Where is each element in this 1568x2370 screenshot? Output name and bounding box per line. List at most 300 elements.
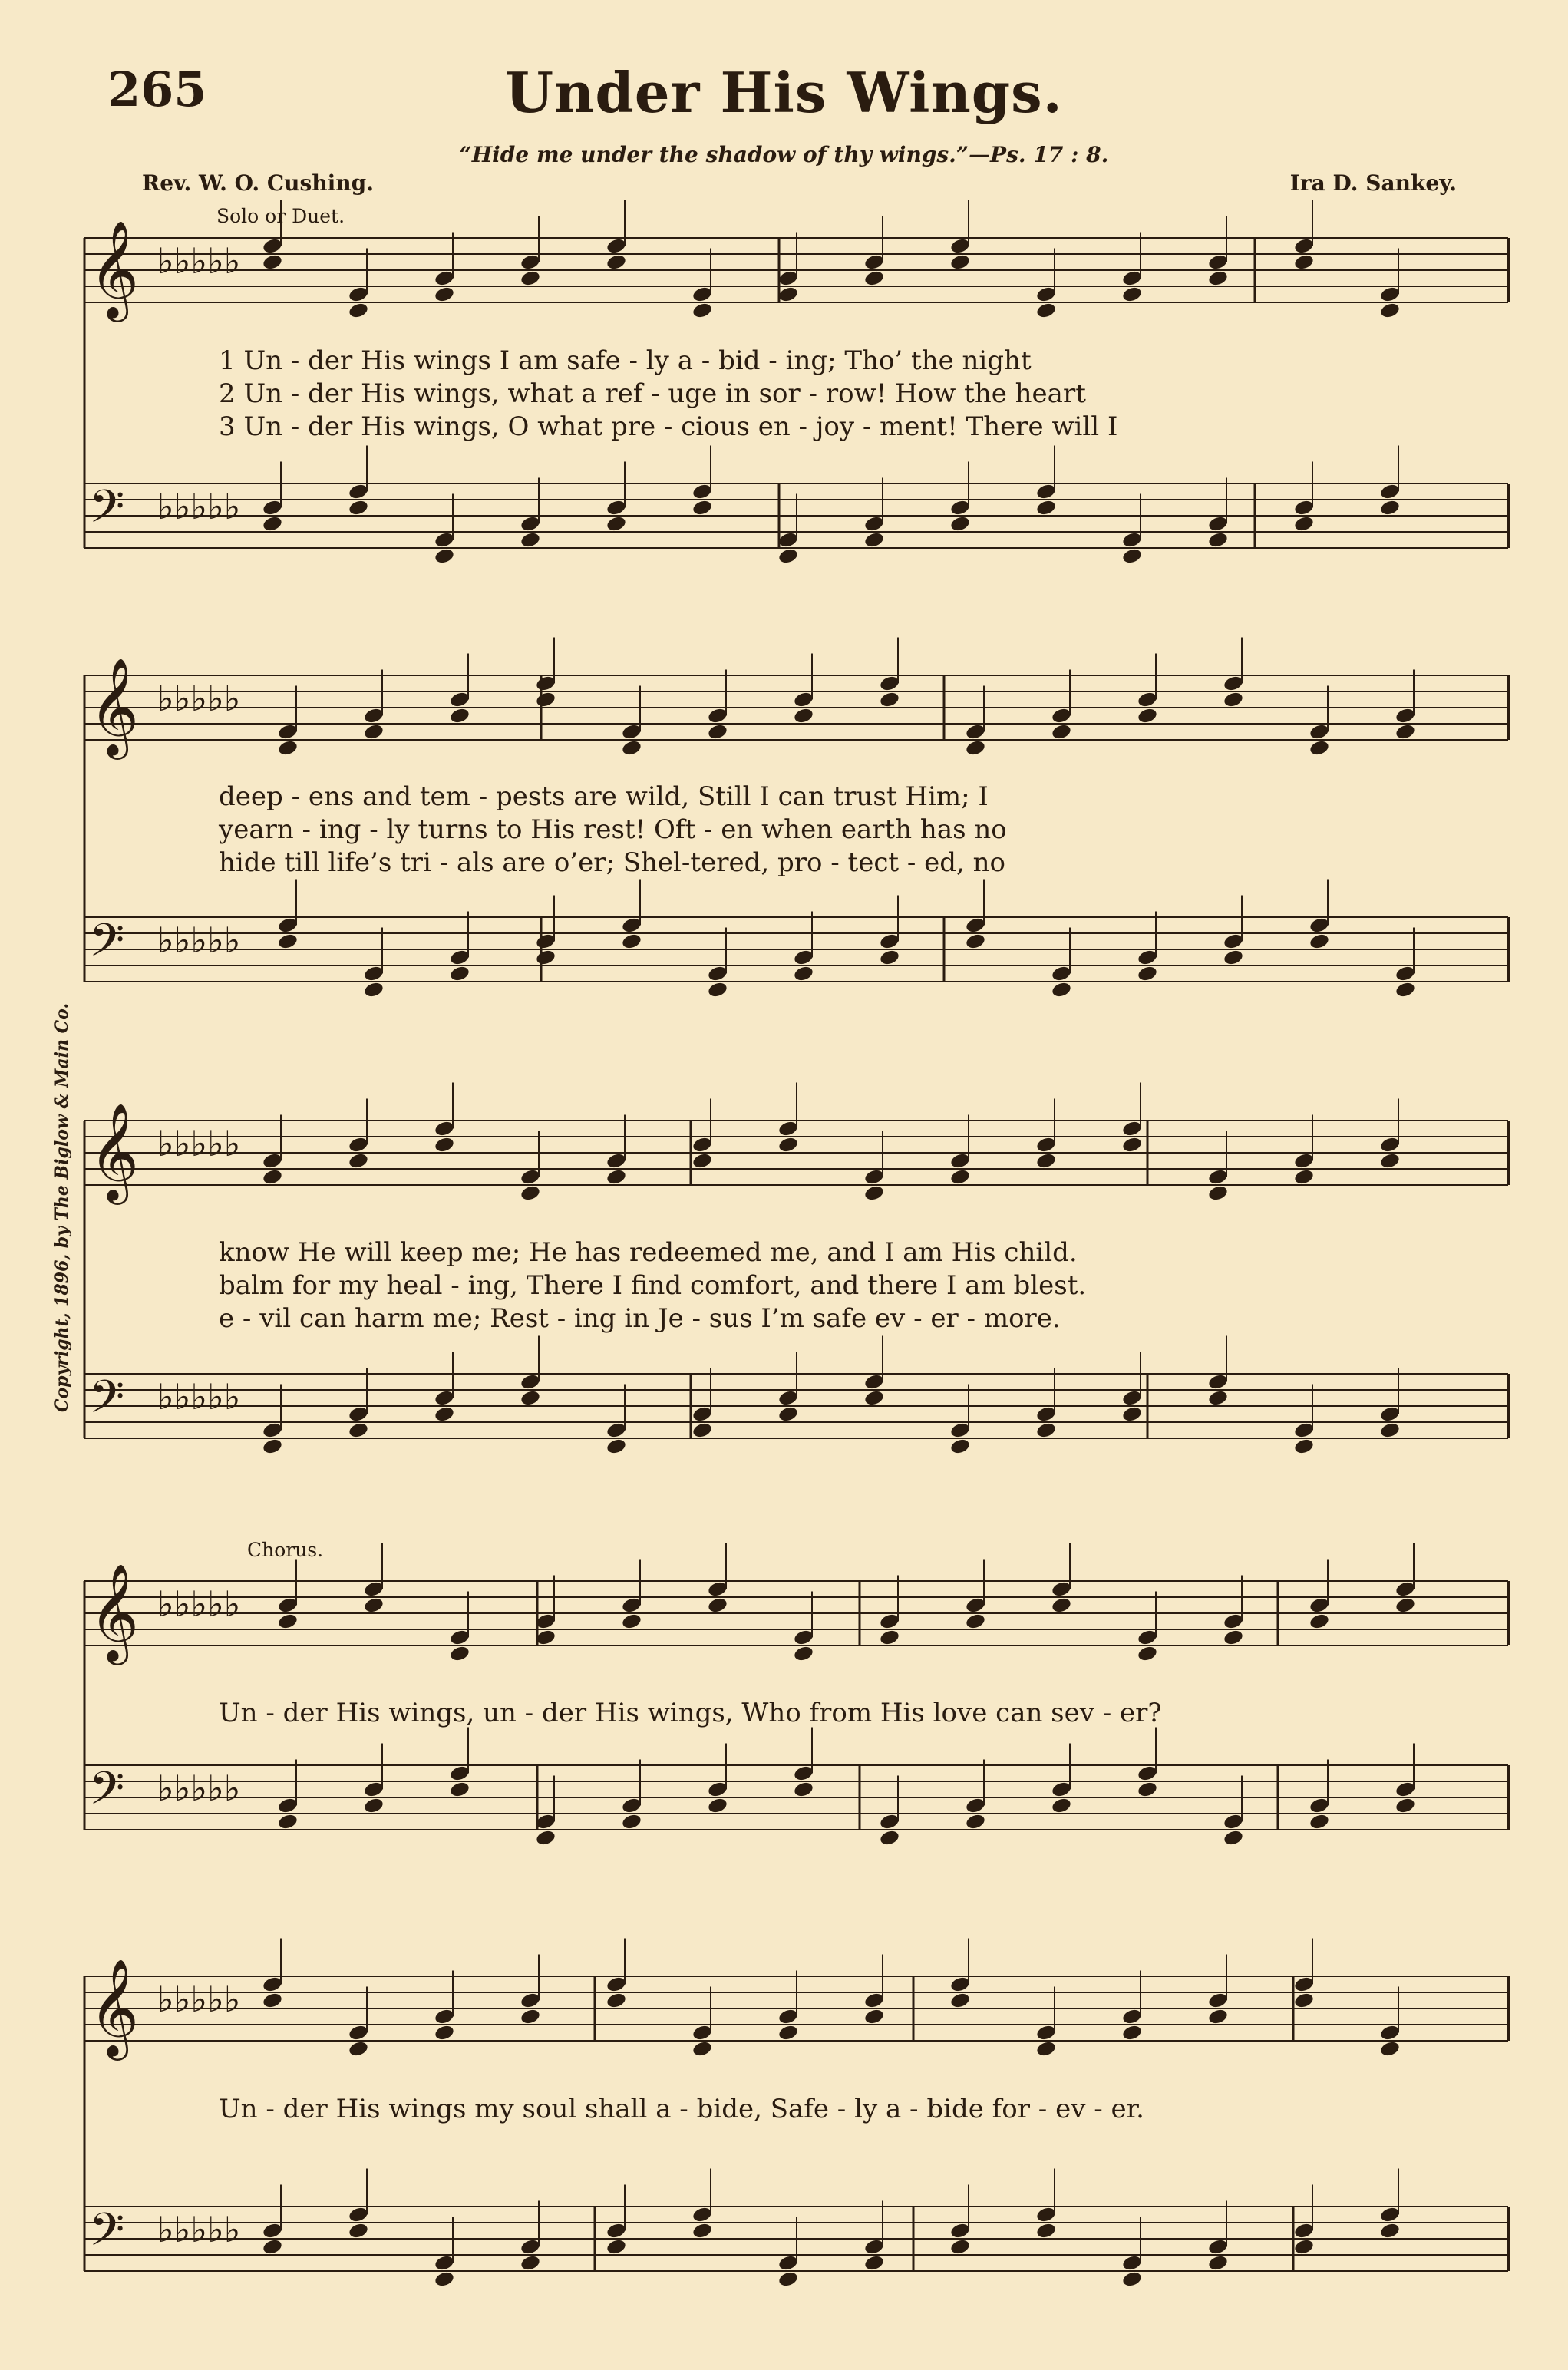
note-head <box>1121 2270 1143 2288</box>
note-head <box>707 1797 728 1814</box>
note-head <box>434 2024 455 2042</box>
note-head <box>1309 723 1330 741</box>
note-head <box>1309 1813 1330 1830</box>
note-head <box>535 949 556 966</box>
note-head <box>1309 1797 1330 1814</box>
note-head <box>348 1405 369 1423</box>
note-head <box>879 949 900 966</box>
copyright-notice: Copyright, 1896, by The Biglow & Main Co. <box>52 1002 72 1412</box>
note-head <box>1137 1645 1158 1662</box>
note-head <box>434 2270 455 2288</box>
note-head <box>277 932 299 950</box>
note-head <box>1293 1168 1315 1186</box>
note-head <box>965 1797 986 1814</box>
note-head <box>1035 1136 1057 1154</box>
note-head <box>1121 1389 1143 1407</box>
note-head <box>606 499 627 517</box>
note-head <box>1379 1152 1401 1170</box>
note-head <box>1379 286 1401 303</box>
note-head <box>879 932 900 950</box>
note-head <box>879 1629 900 1646</box>
note-head <box>434 2254 455 2272</box>
note-head <box>348 1421 369 1439</box>
note-head <box>1121 286 1143 303</box>
note-head <box>879 1612 900 1630</box>
note-head <box>1395 981 1416 999</box>
note-head <box>707 723 728 741</box>
note-head <box>1293 2238 1315 2256</box>
scripture-epigraph: “Hide me under the shadow of thy wings.”—Ps. 17 : 8. <box>459 142 1109 167</box>
note-head <box>1121 269 1143 287</box>
note-head <box>1207 253 1229 271</box>
note-head <box>434 1405 455 1423</box>
note-head <box>1395 1580 1416 1598</box>
note-head <box>606 253 627 271</box>
note-head <box>535 1829 556 1847</box>
note-head <box>277 1813 299 1830</box>
note-head <box>262 1421 283 1439</box>
note-head <box>520 531 541 549</box>
note-head <box>535 691 556 708</box>
note-head <box>949 1992 971 2009</box>
note-head <box>1379 302 1401 319</box>
note-head <box>949 253 971 271</box>
note-head <box>277 739 299 757</box>
note-head <box>1395 965 1416 982</box>
note-head <box>692 1152 713 1170</box>
note-head <box>434 547 455 565</box>
note-head <box>535 675 556 692</box>
note-head <box>949 515 971 533</box>
note-head <box>1309 916 1330 934</box>
note-head <box>1121 2008 1143 2025</box>
note-head <box>348 286 369 303</box>
note-head <box>692 483 713 500</box>
note-head <box>262 2222 283 2240</box>
key-signature-flats: ♭♭♭♭♭ <box>157 1979 241 2020</box>
note-head <box>1137 1764 1158 1782</box>
lyric-line-chorus-a: Un - der His wings, un - der His wings, Who from His love can sev - er? <box>219 1698 1162 1728</box>
note-head <box>1035 2040 1057 2058</box>
note-head <box>949 1421 971 1439</box>
note-head <box>949 499 971 517</box>
note-head <box>621 723 642 741</box>
note-head <box>1121 547 1143 565</box>
note-head <box>1379 1136 1401 1154</box>
note-head <box>863 2238 885 2256</box>
performance-note: Solo or Duet. <box>216 205 345 227</box>
note-head <box>606 1168 627 1186</box>
key-signature-flats: ♭♭♭♭♭ <box>157 486 241 527</box>
note-head <box>262 1438 283 1455</box>
note-head <box>949 2222 971 2240</box>
note-head <box>606 2238 627 2256</box>
note-head <box>520 1389 541 1407</box>
note-head <box>1379 2024 1401 2042</box>
note-head <box>606 1992 627 2009</box>
lyric-line-s2-v3: hide till life’s tri - als are o’er; Shel-tered, pro - tect - ed, no <box>219 847 1005 878</box>
note-head <box>1293 1976 1315 1993</box>
note-head <box>1379 1405 1401 1423</box>
note-head <box>606 237 627 255</box>
note-head <box>449 691 470 708</box>
note-head <box>1137 691 1158 708</box>
note-head <box>1035 2024 1057 2042</box>
note-head <box>777 286 799 303</box>
note-head <box>1309 932 1330 950</box>
note-head <box>262 237 283 255</box>
lyric-line-s2-v1: deep - ens and tem - pests are wild, Still I can trust Him; I <box>219 781 989 812</box>
note-head <box>520 1184 541 1202</box>
note-head <box>1395 707 1416 725</box>
note-head <box>1207 1992 1229 2009</box>
treble-clef-icon: 𝄞 <box>89 1563 140 1661</box>
note-head <box>1121 531 1143 549</box>
note-head <box>949 1152 971 1170</box>
note-head <box>707 707 728 725</box>
note-head <box>777 2024 799 2042</box>
note-head <box>692 286 713 303</box>
note-head <box>777 1136 799 1154</box>
lyric-line-chorus-b: Un - der His wings my soul shall a - bide, Safe - ly a - bide for - ev - er. <box>219 2094 1144 2124</box>
note-head <box>348 2206 369 2223</box>
note-head <box>863 1389 885 1407</box>
note-head <box>363 1596 385 1614</box>
note-head <box>1051 1580 1072 1598</box>
note-head <box>1395 1596 1416 1614</box>
note-head <box>1035 499 1057 517</box>
note-head <box>863 1373 885 1391</box>
note-head <box>1035 483 1057 500</box>
note-head <box>449 1764 470 1782</box>
hymn-title: Under His Wings. <box>505 60 1063 125</box>
note-head <box>793 1781 814 1798</box>
note-head <box>348 2040 369 2058</box>
note-head <box>949 237 971 255</box>
note-head <box>262 1992 283 2009</box>
treble-clef-icon: 𝄞 <box>89 220 140 318</box>
bass-clef-icon: 𝄢 <box>89 1761 125 1826</box>
note-head <box>348 1136 369 1154</box>
chorus-label: Chorus. <box>247 1539 324 1561</box>
note-head <box>1121 1120 1143 1137</box>
note-head <box>520 253 541 271</box>
note-head <box>793 965 814 982</box>
note-head <box>1035 1421 1057 1439</box>
note-head <box>621 1797 642 1814</box>
note-head <box>348 1152 369 1170</box>
note-head <box>1395 1797 1416 1814</box>
note-head <box>777 1405 799 1423</box>
note-head <box>793 707 814 725</box>
note-head <box>949 1168 971 1186</box>
note-head <box>434 1120 455 1137</box>
note-head <box>1051 981 1072 999</box>
note-head <box>363 723 385 741</box>
note-head <box>863 2008 885 2025</box>
note-head <box>1051 1596 1072 1614</box>
note-head <box>1293 1421 1315 1439</box>
note-head <box>863 531 885 549</box>
note-head <box>1207 1373 1229 1391</box>
note-head <box>1309 1596 1330 1614</box>
note-head <box>606 1976 627 1993</box>
note-head <box>793 949 814 966</box>
note-head <box>777 2270 799 2288</box>
lyric-line-s2-v2: yearn - ing - ly turns to His rest! Oft - en when earth has no <box>219 814 1007 845</box>
note-head <box>965 723 986 741</box>
note-head <box>434 2008 455 2025</box>
note-head <box>1293 1992 1315 2009</box>
note-head <box>606 1152 627 1170</box>
note-head <box>777 1389 799 1407</box>
key-signature-flats: ♭♭♭♭♭ <box>157 1123 241 1164</box>
note-head <box>777 1120 799 1137</box>
note-head <box>1379 2222 1401 2240</box>
note-head <box>434 1136 455 1154</box>
treble-clef-icon: 𝄞 <box>89 1102 140 1200</box>
composer-credit: Ira D. Sankey. <box>1289 170 1457 196</box>
note-head <box>879 691 900 708</box>
note-head <box>1379 1421 1401 1439</box>
note-head <box>449 949 470 966</box>
note-head <box>1379 483 1401 500</box>
note-head <box>348 2222 369 2240</box>
note-head <box>520 2254 541 2272</box>
note-head <box>434 286 455 303</box>
note-head <box>863 253 885 271</box>
note-head <box>863 1992 885 2009</box>
key-signature-flats: ♭♭♭♭♭ <box>157 1583 241 1625</box>
note-head <box>606 2222 627 2240</box>
note-head <box>1223 1629 1244 1646</box>
key-signature-flats: ♭♭♭♭♭ <box>157 1768 241 1809</box>
note-head <box>692 499 713 517</box>
note-head <box>692 2222 713 2240</box>
bass-clef-icon: 𝄢 <box>89 2203 125 2267</box>
note-head <box>621 739 642 757</box>
note-head <box>363 1580 385 1598</box>
note-head <box>363 1781 385 1798</box>
note-head <box>1035 302 1057 319</box>
note-head <box>707 1580 728 1598</box>
note-head <box>1395 723 1416 741</box>
note-head <box>1223 1813 1244 1830</box>
note-head <box>1207 1168 1229 1186</box>
lyric-line-s3-v2: balm for my heal - ing, There I find comfort, and there I am blest. <box>219 1270 1087 1301</box>
note-head <box>348 483 369 500</box>
note-head <box>262 1152 283 1170</box>
note-head <box>793 691 814 708</box>
note-head <box>1293 1438 1315 1455</box>
note-head <box>793 1764 814 1782</box>
note-head <box>692 1421 713 1439</box>
note-head <box>1379 499 1401 517</box>
note-head <box>1223 675 1244 692</box>
note-head <box>520 1168 541 1186</box>
note-head <box>879 675 900 692</box>
lyric-line-s1-v1: 1 Un - der His wings I am safe - ly a - bid - ing; Tho’ the night <box>219 345 1032 376</box>
note-head <box>1051 723 1072 741</box>
note-head <box>449 707 470 725</box>
note-head <box>262 515 283 533</box>
note-head <box>1035 1152 1057 1170</box>
note-head <box>1035 286 1057 303</box>
hymn-number: 265 <box>107 61 207 117</box>
lyric-line-s1-v3: 3 Un - der His wings, O what pre - cious en - joy - ment! There will I <box>219 411 1118 442</box>
note-head <box>863 1168 885 1186</box>
note-head <box>434 269 455 287</box>
note-head <box>1223 691 1244 708</box>
note-head <box>520 2238 541 2256</box>
note-head <box>621 916 642 934</box>
note-head <box>707 965 728 982</box>
note-head <box>1207 1389 1229 1407</box>
lyric-line-s1-v2: 2 Un - der His wings, what a ref - uge in sor - row! How the heart <box>219 378 1086 409</box>
note-head <box>777 531 799 549</box>
note-head <box>520 1373 541 1391</box>
note-head <box>1121 2024 1143 2042</box>
note-head <box>1207 1184 1229 1202</box>
note-head <box>449 1781 470 1798</box>
note-head <box>348 302 369 319</box>
note-head <box>863 515 885 533</box>
note-head <box>1051 965 1072 982</box>
note-head <box>277 1612 299 1630</box>
note-head <box>692 302 713 319</box>
note-head <box>1293 2222 1315 2240</box>
note-head <box>965 1813 986 1830</box>
note-head <box>434 1389 455 1407</box>
note-head <box>707 981 728 999</box>
note-head <box>1223 1829 1244 1847</box>
note-head <box>621 932 642 950</box>
note-head <box>692 2206 713 2223</box>
note-head <box>965 739 986 757</box>
note-head <box>621 1612 642 1630</box>
note-head <box>777 2008 799 2025</box>
note-head <box>1207 2254 1229 2272</box>
note-head <box>863 2254 885 2272</box>
note-head <box>1121 2254 1143 2272</box>
note-head <box>449 1645 470 1662</box>
note-head <box>621 1813 642 1830</box>
note-head <box>348 2024 369 2042</box>
note-head <box>1293 1152 1315 1170</box>
note-head <box>1293 253 1315 271</box>
note-head <box>262 1976 283 1993</box>
note-head <box>965 1596 986 1614</box>
note-head <box>262 2238 283 2256</box>
note-head <box>434 531 455 549</box>
note-head <box>777 269 799 287</box>
lyricist-credit: Rev. W. O. Cushing. <box>142 170 374 196</box>
note-head <box>1035 1405 1057 1423</box>
note-head <box>606 1421 627 1439</box>
note-head <box>1051 1781 1072 1798</box>
note-head <box>606 1438 627 1455</box>
note-head <box>965 932 986 950</box>
note-head <box>277 1596 299 1614</box>
note-head <box>1137 949 1158 966</box>
lyric-line-s3-v3: e - vil can harm me; Rest - ing in Je - sus I’m safe ev - er - more. <box>219 1303 1061 1334</box>
note-head <box>1121 1405 1143 1423</box>
note-head <box>707 1781 728 1798</box>
note-head <box>1137 965 1158 982</box>
treble-clef-icon: 𝄞 <box>89 1958 140 2056</box>
note-head <box>1223 1612 1244 1630</box>
note-head <box>1207 2238 1229 2256</box>
note-head <box>1379 2206 1401 2223</box>
note-head <box>262 1168 283 1186</box>
note-head <box>1379 2040 1401 2058</box>
note-head <box>692 2024 713 2042</box>
note-head <box>520 515 541 533</box>
note-head <box>692 1405 713 1423</box>
note-head <box>262 253 283 271</box>
note-head <box>1223 949 1244 966</box>
note-head <box>692 1136 713 1154</box>
note-head <box>1035 2222 1057 2240</box>
note-head <box>1207 2008 1229 2025</box>
note-head <box>520 1992 541 2009</box>
key-signature-flats: ♭♭♭♭♭ <box>157 919 241 961</box>
note-head <box>277 1797 299 1814</box>
note-head <box>879 1813 900 1830</box>
note-head <box>1051 1797 1072 1814</box>
note-head <box>363 707 385 725</box>
note-head <box>793 1629 814 1646</box>
note-head <box>1293 237 1315 255</box>
note-head <box>1207 269 1229 287</box>
note-head <box>777 2254 799 2272</box>
note-head <box>1293 515 1315 533</box>
note-head <box>1223 932 1244 950</box>
note-head <box>1121 1136 1143 1154</box>
treble-clef-icon: 𝄞 <box>89 657 140 755</box>
note-head <box>1293 499 1315 517</box>
note-head <box>949 1976 971 1993</box>
bass-clef-icon: 𝄢 <box>89 1370 125 1434</box>
note-head <box>363 965 385 982</box>
note-head <box>1207 515 1229 533</box>
note-head <box>449 1629 470 1646</box>
note-head <box>949 2238 971 2256</box>
note-head <box>520 269 541 287</box>
key-signature-flats: ♭♭♭♭♭ <box>157 678 241 719</box>
note-head <box>449 965 470 982</box>
key-signature-flats: ♭♭♭♭♭ <box>157 2209 241 2250</box>
note-head <box>965 1612 986 1630</box>
note-head <box>1137 1781 1158 1798</box>
note-head <box>707 1596 728 1614</box>
note-head <box>348 499 369 517</box>
note-head <box>262 499 283 517</box>
lyric-line-s3-v1: know He will keep me; He has redeemed me, and I am His child. <box>219 1237 1078 1268</box>
note-head <box>1035 2206 1057 2223</box>
note-head <box>949 1438 971 1455</box>
note-head <box>621 1596 642 1614</box>
note-head <box>535 932 556 950</box>
note-head <box>277 723 299 741</box>
note-head <box>1137 707 1158 725</box>
note-head <box>1395 1781 1416 1798</box>
note-head <box>1207 531 1229 549</box>
note-head <box>879 1829 900 1847</box>
note-head <box>965 916 986 934</box>
note-head <box>793 1645 814 1662</box>
bass-clef-icon: 𝄢 <box>89 480 125 544</box>
